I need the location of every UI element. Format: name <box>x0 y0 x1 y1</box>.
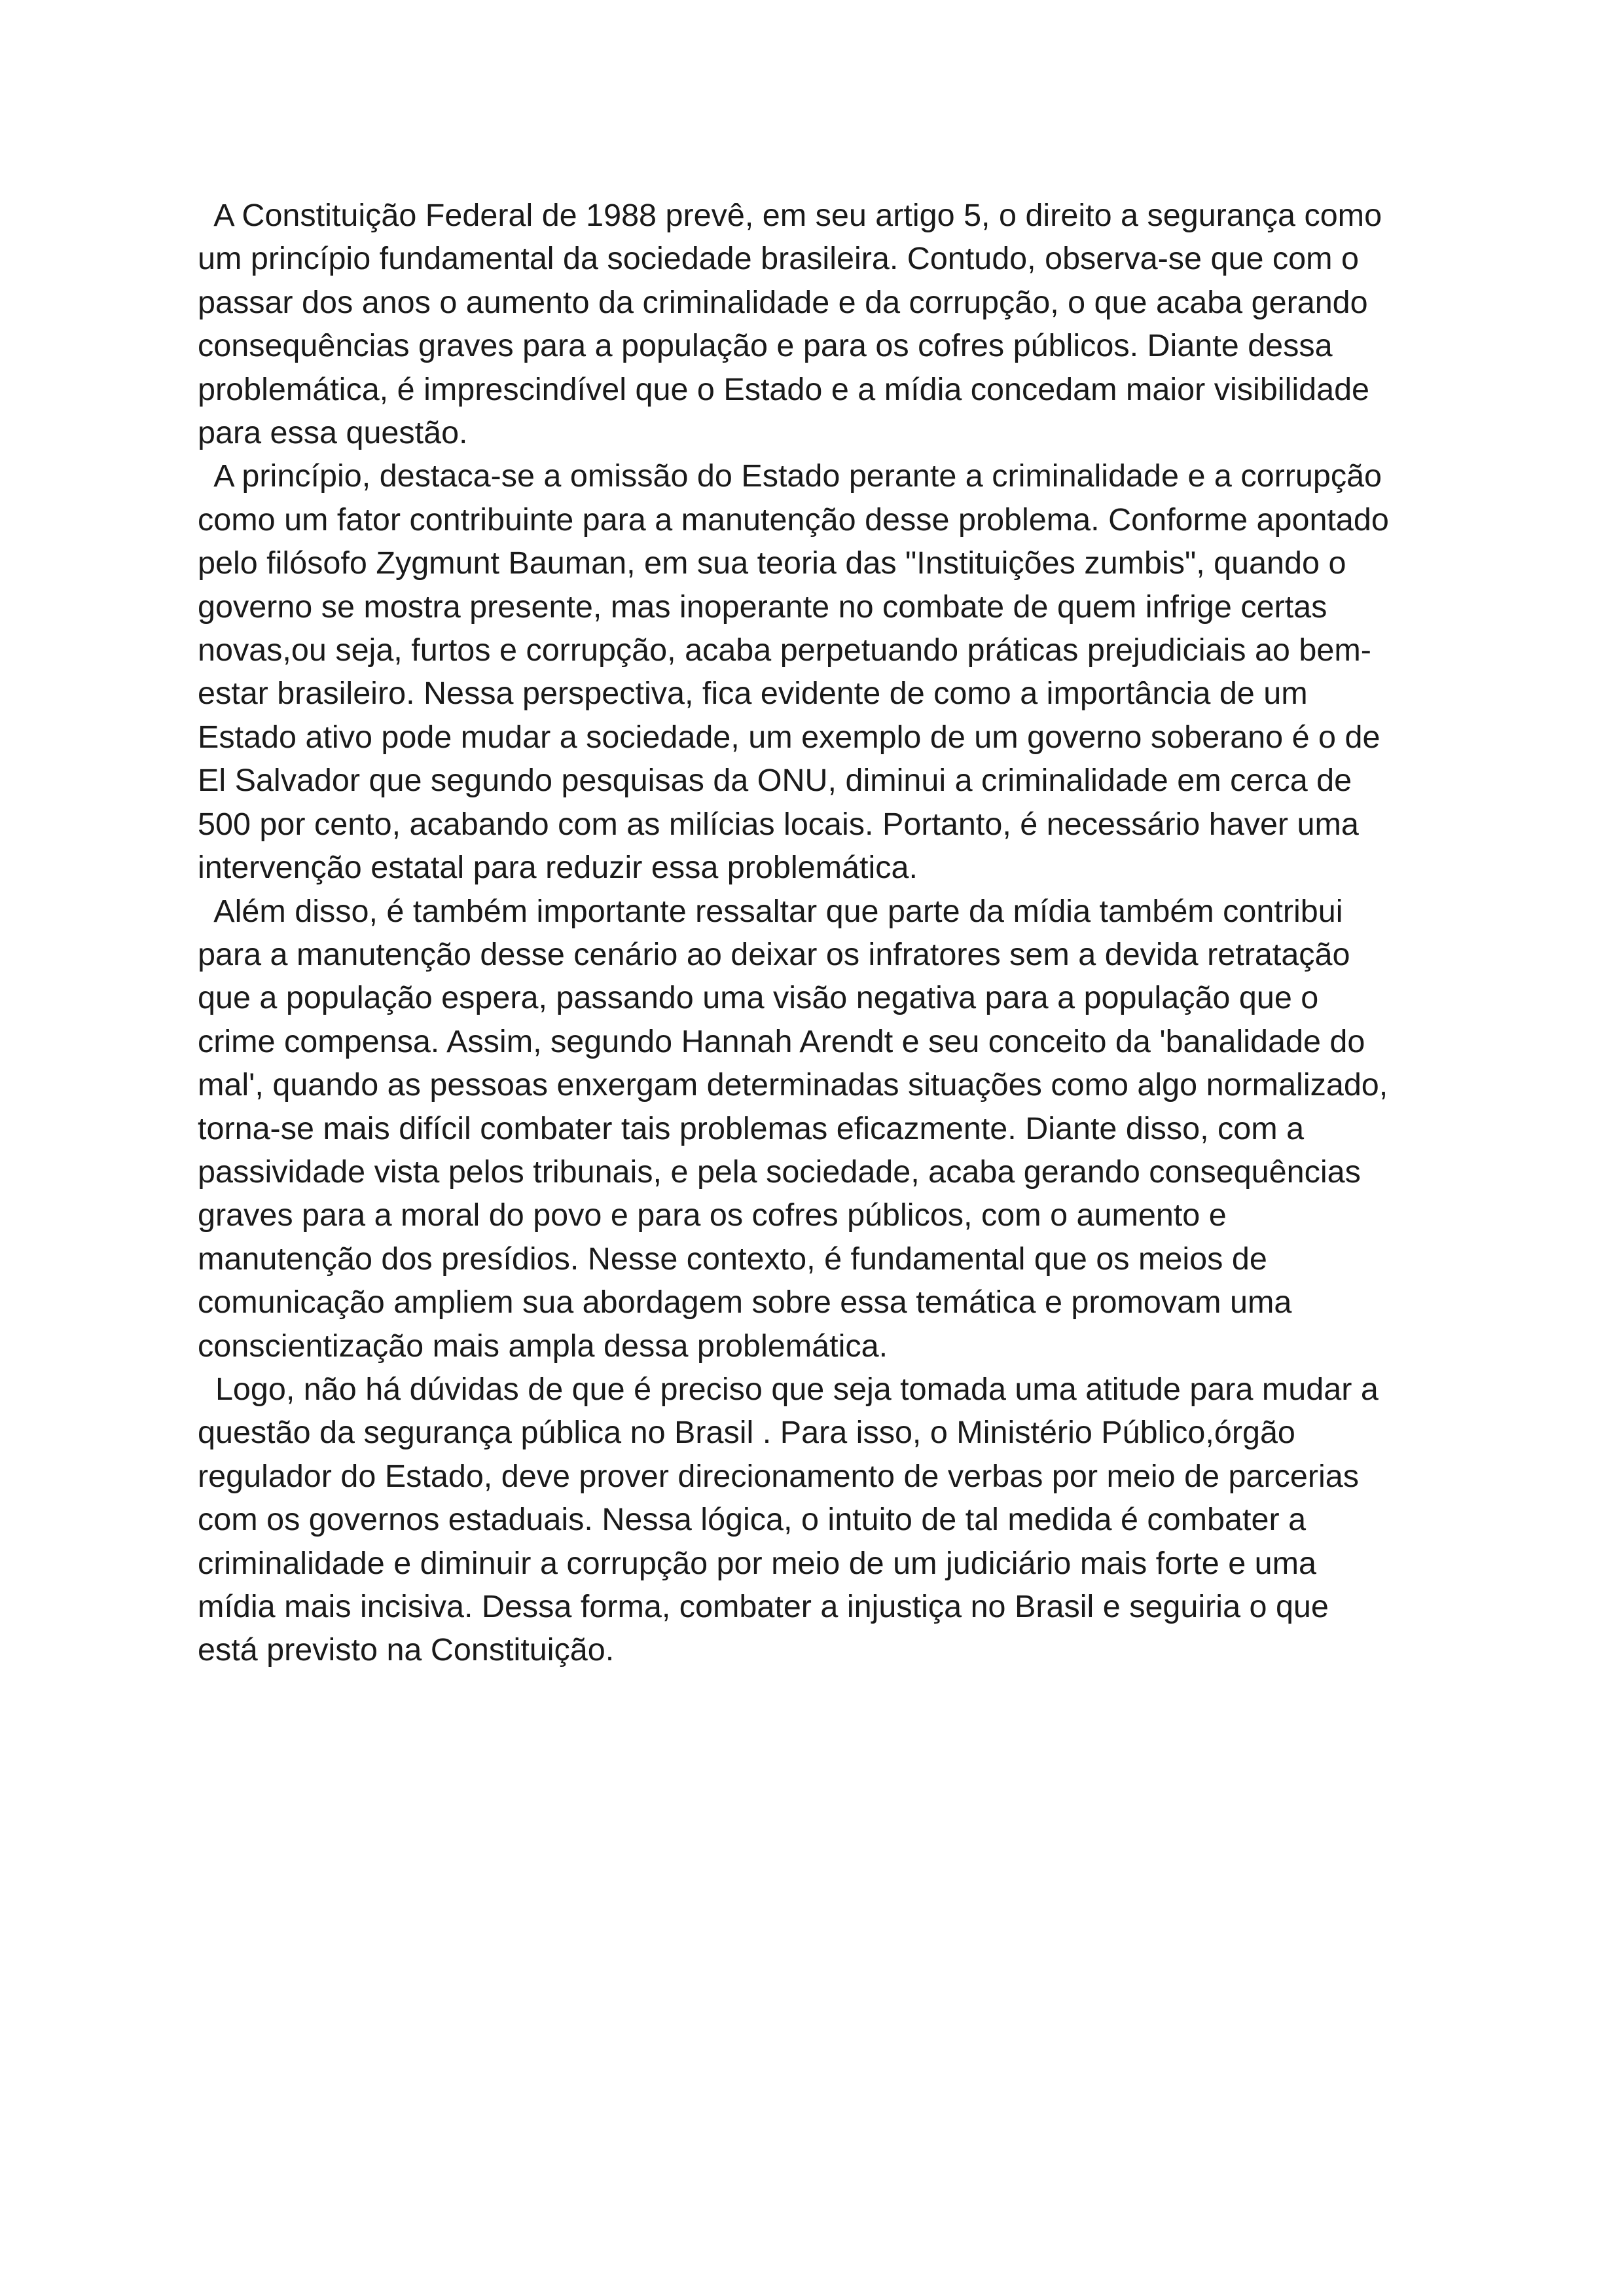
text-line: crime compensa. Assim, segundo Hannah Arendt e seu conceito da 'banalidade do <box>198 1023 1365 1059</box>
text-line: A Constituição Federal de 1988 prevê, em seu artigo 5, o direito a segurança como <box>198 198 1382 233</box>
text-line: estar brasileiro. Nessa perspectiva, fica evidente de como a importância de um <box>198 676 1308 712</box>
text-line: com os governos estaduais. Nessa lógica, o intuito de tal medida é combater a <box>198 1502 1307 1538</box>
text-line: manutenção dos presídios. Nesse contexto, é fundamental que os meios de <box>198 1241 1267 1277</box>
text-line: para a manutenção desse cenário ao deixar os infratores sem a devida retratação <box>198 936 1350 972</box>
paragraph-2 <box>198 454 1441 889</box>
text-line: para essa questão. <box>198 415 468 451</box>
text-line: questão da segurança pública no Brasil . Para isso, o Ministério Público,órgão <box>198 1415 1295 1451</box>
text-line: 500 por cento, acabando com as milícias locais. Portanto, é necessário haver uma <box>198 806 1359 842</box>
text-line: torna-se mais difícil combater tais problemas eficazmente. Diante disso, com a <box>198 1110 1305 1146</box>
text-line: El Salvador que segundo pesquisas da ONU, diminui a criminalidade em cerca de <box>198 763 1352 799</box>
paragraph-1 <box>198 194 1441 454</box>
text-line: passar dos anos o aumento da criminalidade e da corrupção, o que acaba gerando <box>198 284 1368 320</box>
text-line: Logo, não há dúvidas de que é preciso que seja tomada uma atitude para mudar a <box>198 1371 1379 1407</box>
text-line: como um fator contribuinte para a manutenção desse problema. Conforme apontado <box>198 501 1389 538</box>
text-line: que a população espera, passando uma visão negativa para a população que o <box>198 980 1319 1016</box>
text-line: problemática, é imprescindível que o Estado e a mídia concedam maior visibilidade <box>198 371 1370 407</box>
text-line: graves para a moral do povo e para os cofres públicos, com o aumento e <box>198 1197 1227 1233</box>
text-line: regulador do Estado, deve prover direcionamento de verbas por meio de parcerias <box>198 1458 1359 1494</box>
text-line: Estado ativo pode mudar a sociedade, um exemplo de um governo soberano é o de <box>198 719 1380 755</box>
text-line: mídia mais incisiva. Dessa forma, combater a injustiça no Brasil e seguiria o que <box>198 1589 1329 1624</box>
text-line: pelo filósofo Zygmunt Bauman, em sua teoria das "Instituições zumbis", quando o <box>198 545 1346 581</box>
text-line: governo se mostra presente, mas inoperante no combate de quem infrige certas <box>198 589 1327 625</box>
text-line: criminalidade e diminuir a corrupção por meio de um judiciário mais forte e uma <box>198 1545 1317 1581</box>
text-line: comunicação ampliem sua abordagem sobre essa temática e promovam uma <box>198 1285 1292 1321</box>
text-line: consequências graves para a população e para os cofres públicos. Diante dessa <box>198 328 1333 364</box>
text-line: novas,ou seja, furtos e corrupção, acaba perpetuando práticas prejudiciais ao bem- <box>198 632 1371 668</box>
text-line: intervenção estatal para reduzir essa problemática. <box>198 850 918 886</box>
text-line: A princípio, destaca-se a omissão do Estado perante a criminalidade e a corrupção <box>198 458 1382 494</box>
text-line: conscientização mais ampla dessa problemática. <box>198 1328 888 1364</box>
text-line: está previsto na Constituição. <box>198 1632 615 1668</box>
paragraph-4 <box>198 1368 1441 1672</box>
essay-body <box>198 194 1441 1672</box>
paragraph-3 <box>198 890 1441 1368</box>
text-line: um princípio fundamental da sociedade brasileira. Contudo, observa-se que com o <box>198 241 1359 277</box>
text-line: Além disso, é também importante ressaltar que parte da mídia também contribui <box>198 893 1343 929</box>
text-line: passividade vista pelos tribunais, e pela sociedade, acaba gerando consequências <box>198 1154 1361 1190</box>
text-line: mal', quando as pessoas enxergam determinadas situações como algo normalizado, <box>198 1067 1388 1103</box>
